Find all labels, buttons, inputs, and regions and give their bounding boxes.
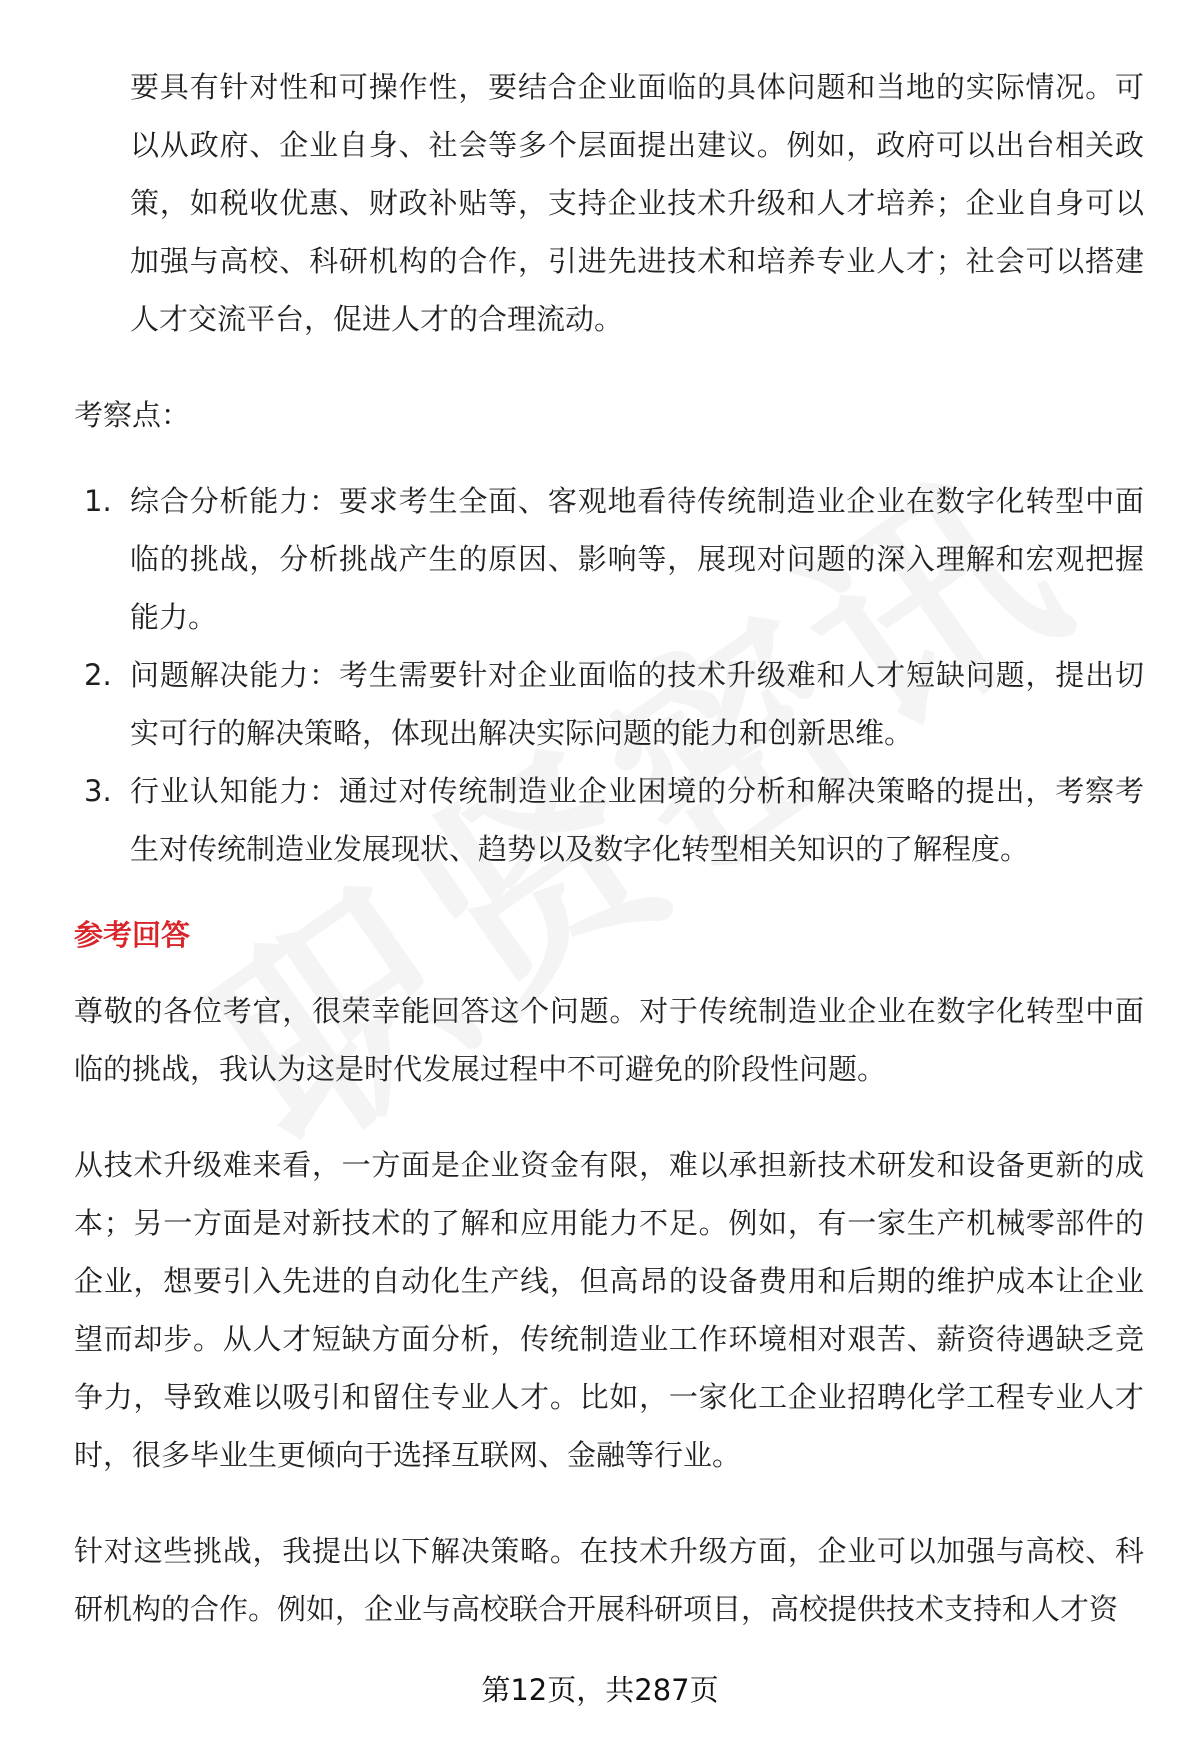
list-item — [74, 646, 1144, 762]
answer-paragraph: 从技术升级难来看，一方面是企业资金有限，难以承担新技术研发和设备更新的成本；另一方面是对新技术的了解和应用能力不足。例如，有一家生产机械零部件的企业，想要引入先进的自动化生产线，但高昂的设备费用和后期的维护成本让企业望而却步。从人才短缺方面分析，传统制造业工作环境相对艰苦、薪资待遇缺乏竞争力，导致难以吸引和留住专业人才。比如，一家化工企业招聘化学工程专业人才时，很多毕业生更倾向于选择互联网、金融等行业。 — [74, 1148, 1144, 1472]
list-number: 2. — [84, 658, 112, 692]
intro-paragraph: 要具有针对性和可操作性，要结合企业面临的具体问题和当地的实际情况。可以从政府、企业自身、社会等多个层面提出建议。例如，政府可以出台相关政策，如税收优惠、财政补贴等，支持企业技术升级和人才培养；企业自身可以加强与高校、科研机构的合作，引进先进技术和培养专业人才；社会可以搭建人才交流平台，促进人才的合理流动。 — [130, 70, 1144, 336]
answer-paragraph: 针对这些挑战，我提出以下解决策略。在技术升级方面，企业可以加强与高校、科研机构的合作。例如，企业与高校联合开展科研项目，高校提供技术支持和人才资 — [74, 1534, 1144, 1626]
list-item-text: 行业认知能力：通过对传统制造业企业困境的分析和解决策略的提出，考察考生对传统制造业发展现状、趋势以及数字化转型相关知识的了解程度。 — [130, 774, 1144, 866]
answer-paragraph: 尊敬的各位考官，很荣幸能回答这个问题。对于传统制造业企业在数字化转型中面临的挑战，我认为这是时代发展过程中不可避免的阶段性问题。 — [74, 994, 1144, 1086]
list-item — [74, 472, 1144, 646]
list-item — [74, 762, 1144, 878]
list-item-text: 综合分析能力：要求考生全面、客观地看待传统制造业企业在数字化转型中面临的挑战，分析挑战产生的原因、影响等，展现对问题的深入理解和宏观把握能力。 — [130, 484, 1144, 634]
intro-block — [74, 58, 1144, 348]
exam-points-list — [74, 472, 1144, 878]
list-item-text: 问题解决能力：考生需要针对企业面临的技术升级难和人才短缺问题，提出切实可行的解决策略，体现出解决实际问题的能力和创新思维。 — [130, 658, 1144, 750]
list-number: 1. — [84, 484, 112, 518]
list-number: 3. — [84, 774, 112, 808]
page-content — [74, 58, 1144, 1638]
exam-points-label: 考察点： — [74, 398, 191, 432]
reference-answer-heading: 参考回答 — [74, 918, 191, 952]
page-footer: 第12页，共287页 — [481, 1673, 719, 1707]
